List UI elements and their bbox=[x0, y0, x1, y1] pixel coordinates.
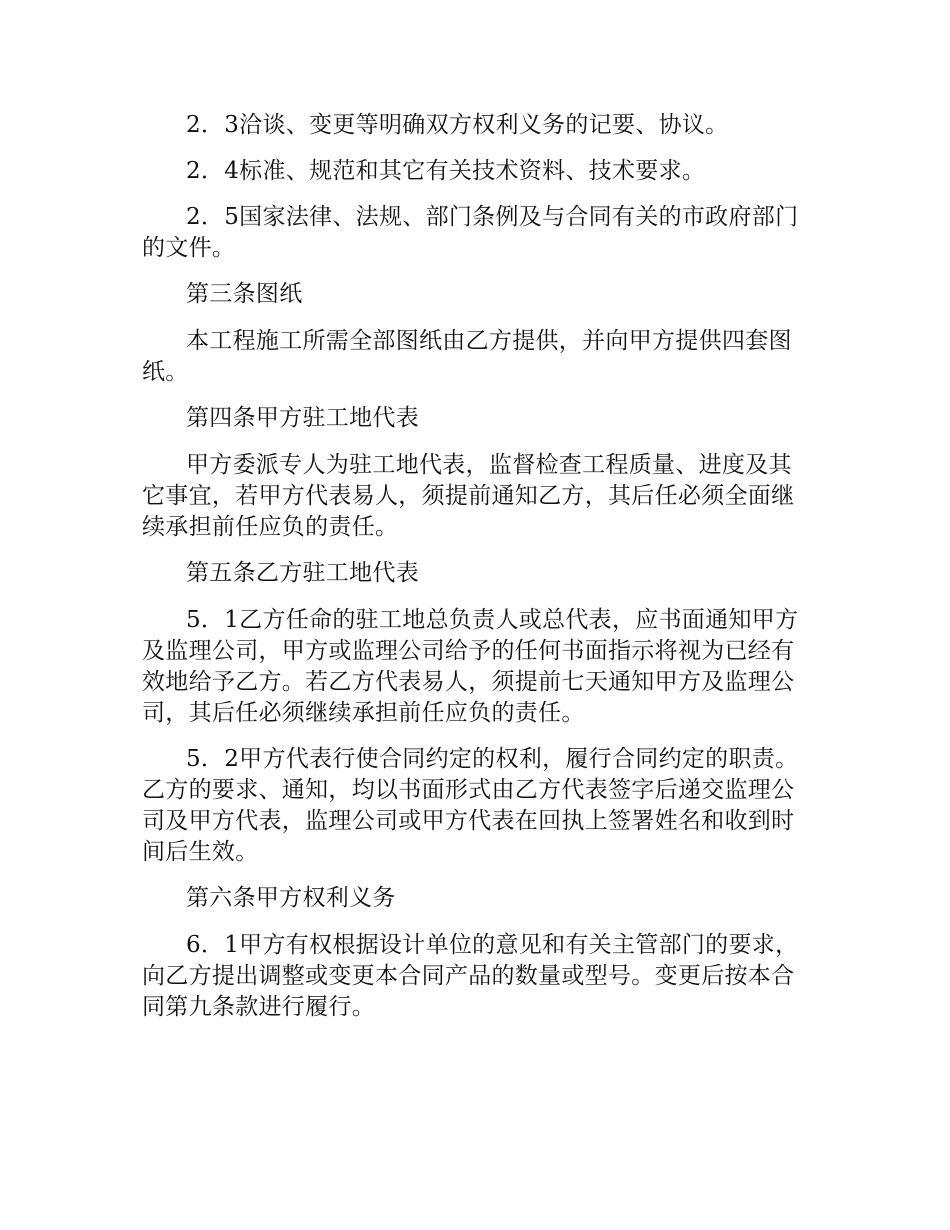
paragraph-5-1: 5．1乙方任命的驻工地总负责人或总代表，应书面通知甲方及监理公司，甲方或监理公司给予的任何书面指示将视为已经有效地给予乙方。若乙方代表易人，须提前七天通知甲方及监理公司，其后任必须继续承担前任应负的责任。 bbox=[142, 607, 799, 726]
paragraph-2-4: 2．4标准、规范和其它有关技术资料、技术要求。 bbox=[186, 158, 706, 184]
article-3-body: 本工程施工所需全部图纸由乙方提供，并向甲方提供四套图纸。 bbox=[142, 328, 792, 385]
article-4-heading: 第四条甲方驻工地代表 bbox=[186, 405, 419, 431]
paragraph-2-3: 2．3洽谈、变更等明确双方权利义务的记要、协议。 bbox=[186, 112, 729, 138]
article-6-heading: 第六条甲方权利义务 bbox=[186, 885, 396, 911]
paragraph-6-1: 6．1甲方有权根据设计单位的意见和有关主管部门的要求，向乙方提出调整或变更本合同产品的数量或型号。变更后按本合同第九条款进行履行。 bbox=[142, 932, 799, 1020]
article-4-body: 甲方委派专人为驻工地代表，监督检查工程质量、进度及其它事宜，若甲方代表易人，须提前通知乙方，其后任必须全面继续承担前任应负的责任。 bbox=[142, 452, 795, 540]
article-5-heading: 第五条乙方驻工地代表 bbox=[186, 560, 419, 586]
paragraph-5-2: 5．2甲方代表行使合同约定的权利，履行合同约定的职责。乙方的要求、通知，均以书面形式由乙方代表签字后递交监理公司及甲方代表，监理公司或甲方代表在回执上签署姓名和收到时间后生效。 bbox=[142, 746, 799, 865]
paragraph-2-5: 2．5国家法律、法规、部门条例及与合同有关的市政府部门的文件。 bbox=[142, 204, 799, 261]
article-3-heading: 第三条图纸 bbox=[186, 281, 303, 307]
